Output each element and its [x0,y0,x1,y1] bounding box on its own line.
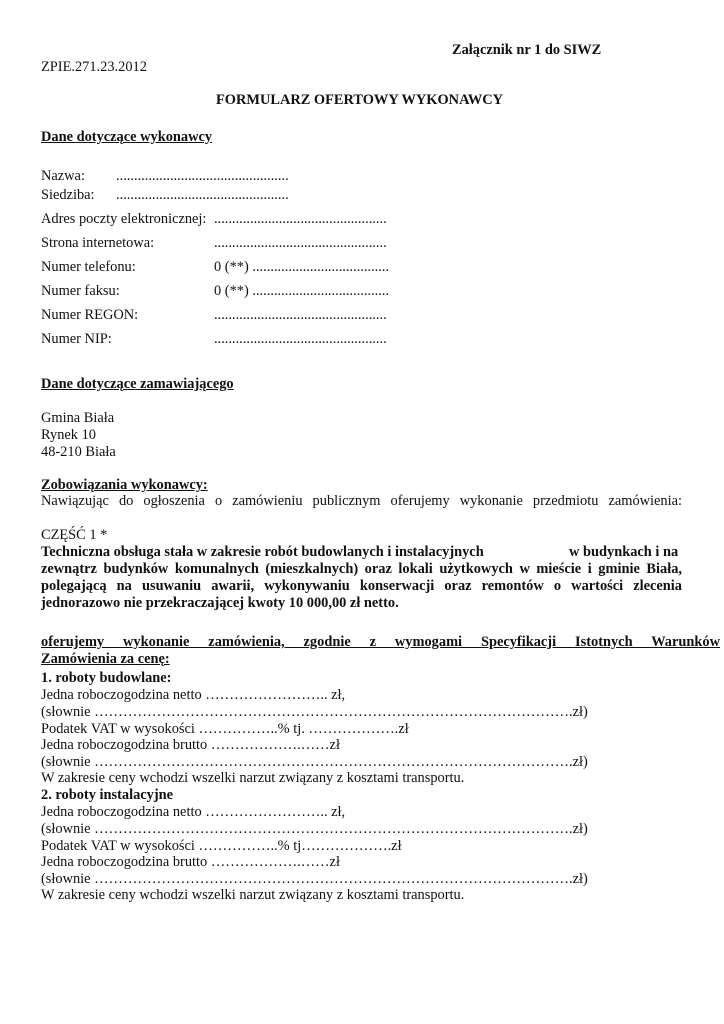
annex-label: Załącznik nr 1 do SIWZ [452,42,602,58]
obligations-heading: Zobowiązania wykonawcy: [41,477,208,493]
website-field[interactable]: ................................................ [214,235,387,251]
name-label: Nazwa: [41,168,85,184]
offer-line-1: oferujemy wykonanie zamówienia, zgodnie z wymogami Specyfikacji Istotnych Warunków [41,634,720,650]
reference-number: ZPIE.271.23.2012 [41,59,147,75]
installation-note: W zakresie ceny wchodzi wszelki narzut związany z kosztami transportu. [41,887,465,903]
website-label: Strona internetowa: [41,235,155,251]
description-line-1b: w budynkach i na [569,544,679,560]
installation-gross-price[interactable]: Jedna roboczogodzina brutto ……………….……zł [41,854,340,870]
construction-gross-price[interactable]: Jedna roboczogodzina brutto ……………….……zł [41,737,340,753]
regon-label: Numer REGON: [41,307,139,323]
construction-net-words[interactable]: (słownie ……………………………………………………………………………………….zł) [41,704,588,720]
offer-line-2: Zamówienia za cenę: [41,651,170,667]
construction-note: W zakresie ceny wchodzi wszelki narzut związany z kosztami transportu. [41,770,465,786]
email-field[interactable]: ................................................ [214,211,387,227]
seat-field[interactable]: ................................................ [116,187,289,203]
phone-field[interactable]: 0 (**) ...................................... [214,259,390,275]
ordering-party-city: 48-210 Biała [41,444,116,460]
fax-label: Numer faksu: [41,283,120,299]
installation-net-words[interactable]: (słownie ……………………………………………………………………………………….zł) [41,821,588,837]
contractor-heading: Dane dotyczące wykonawcy [41,129,213,145]
obligations-intro: Nawiązując do ogłoszenia o zamówieniu publicznym oferujemy wykonanie przedmiotu zamówienia: [41,493,682,509]
construction-heading: 1. roboty budowlane: [41,670,172,686]
nip-label: Numer NIP: [41,331,112,347]
description-line-1a: Techniczna obsługa stała w zakresie robót budowlanych i instalacyjnych [41,544,484,560]
description-line-3: polegającą na usuwaniu awarii, wykonywaniu konserwacji oraz remontów o wartości zlecenia [41,578,682,594]
ordering-party-street: Rynek 10 [41,427,96,443]
construction-gross-words[interactable]: (słownie ……………………………………………………………………………………….zł) [41,754,588,770]
phone-label: Numer telefonu: [41,259,136,275]
regon-field[interactable]: ................................................ [214,307,387,323]
fax-field[interactable]: 0 (**) ...................................... [214,283,390,299]
email-label: Adres poczty elektronicznej: [41,211,207,227]
description-line-4: jednorazowo nie przekraczającej kwoty 10 000,00 zł netto. [41,595,399,611]
nip-field[interactable]: ................................................ [214,331,387,347]
ordering-party-name: Gmina Biała [41,410,115,426]
form-title: FORMULARZ OFERTOWY WYKONAWCY [216,92,504,108]
ordering-party-heading: Dane dotyczące zamawiającego [41,376,234,392]
installation-gross-words[interactable]: (słownie ……………………………………………………………………………………….zł) [41,871,588,887]
part-label: CZĘŚĆ 1 * [41,527,108,543]
installation-net-price[interactable]: Jedna roboczogodzina netto …………………….. zł, [41,804,346,820]
construction-net-price[interactable]: Jedna roboczogodzina netto …………………….. zł, [41,687,346,703]
construction-vat[interactable]: Podatek VAT w wysokości ……………..% tj. ……………….zł [41,721,409,737]
name-field[interactable]: ................................................ [116,168,289,184]
installation-heading: 2. roboty instalacyjne [41,787,174,803]
installation-vat[interactable]: Podatek VAT w wysokości ……………..% tj……………….zł [41,838,402,854]
seat-label: Siedziba: [41,187,95,203]
description-line-2: zewnątrz budynków komunalnych (mieszkalnych) oraz lokali użytkowych w mieście i gminie Biała, [41,561,682,577]
